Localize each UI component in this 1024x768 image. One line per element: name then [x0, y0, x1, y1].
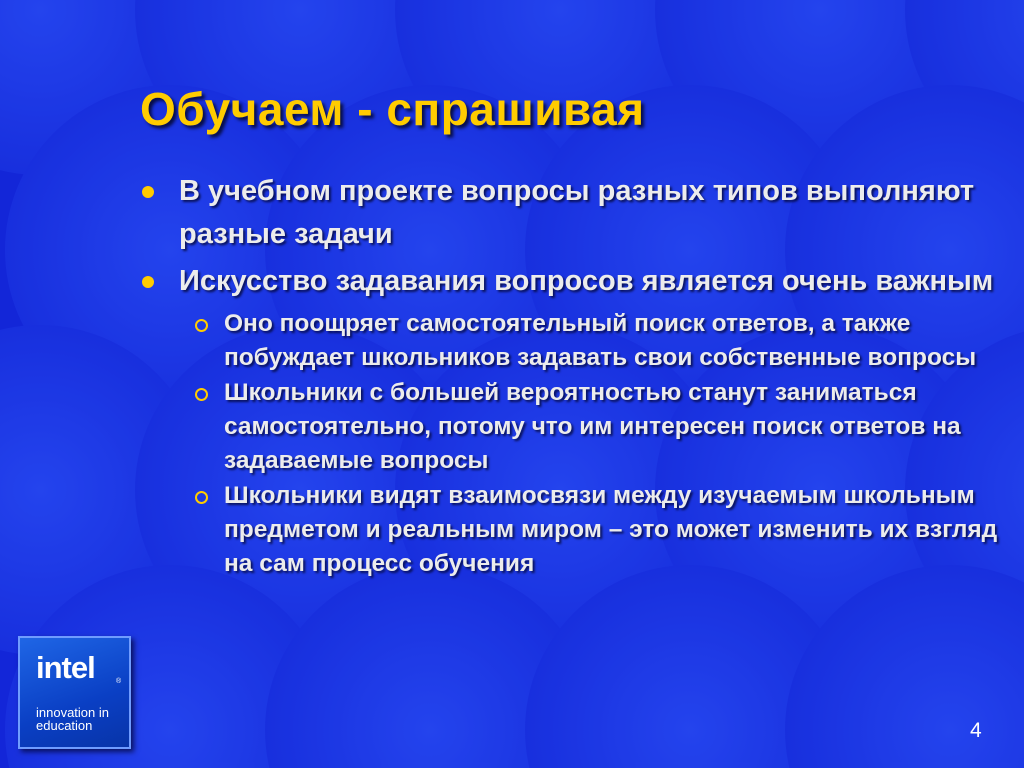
slide-title: Обучаем - спрашивая — [140, 83, 645, 135]
page-number: 4 — [970, 719, 982, 742]
bullet-list — [140, 170, 1010, 582]
bullet-text: Искусство задавания вопросов является очень важным — [179, 265, 994, 297]
bullet-item — [140, 170, 1010, 256]
bullet-dot-icon — [142, 186, 154, 198]
sub-bullet-item — [140, 307, 1010, 375]
bullet-dot-icon — [142, 276, 154, 288]
logo-wordmark: intel — [36, 650, 95, 685]
sub-bullet-text: Школьники с большей вероятностью станут заниматься самостоятельно, потому что им интересен поиск ответов на задаваемые вопросы — [224, 379, 961, 474]
bullet-ring-icon — [195, 388, 208, 401]
logo-trademark: ® — [116, 678, 122, 685]
bullet-item — [140, 260, 1010, 303]
sub-bullet-text: Школьники видят взаимосвязи между изучаемым школьным предметом и реальным миром – это может изменить их взгляд на сам процесс обучения — [224, 482, 998, 577]
intel-logo — [18, 636, 131, 749]
bullet-text: В учебном проекте вопросы разных типов выполняют разные задачи — [179, 175, 975, 250]
bullet-ring-icon — [195, 491, 208, 504]
bullet-ring-icon — [195, 319, 208, 332]
sub-bullet-item — [140, 376, 1010, 478]
logo-tagline: innovation in education — [36, 705, 109, 733]
sub-bullet-item — [140, 479, 1010, 581]
sub-bullet-text: Оно поощряет самостоятельный поиск ответов, а также побуждает школьников задавать свои собственные вопросы — [224, 310, 977, 371]
